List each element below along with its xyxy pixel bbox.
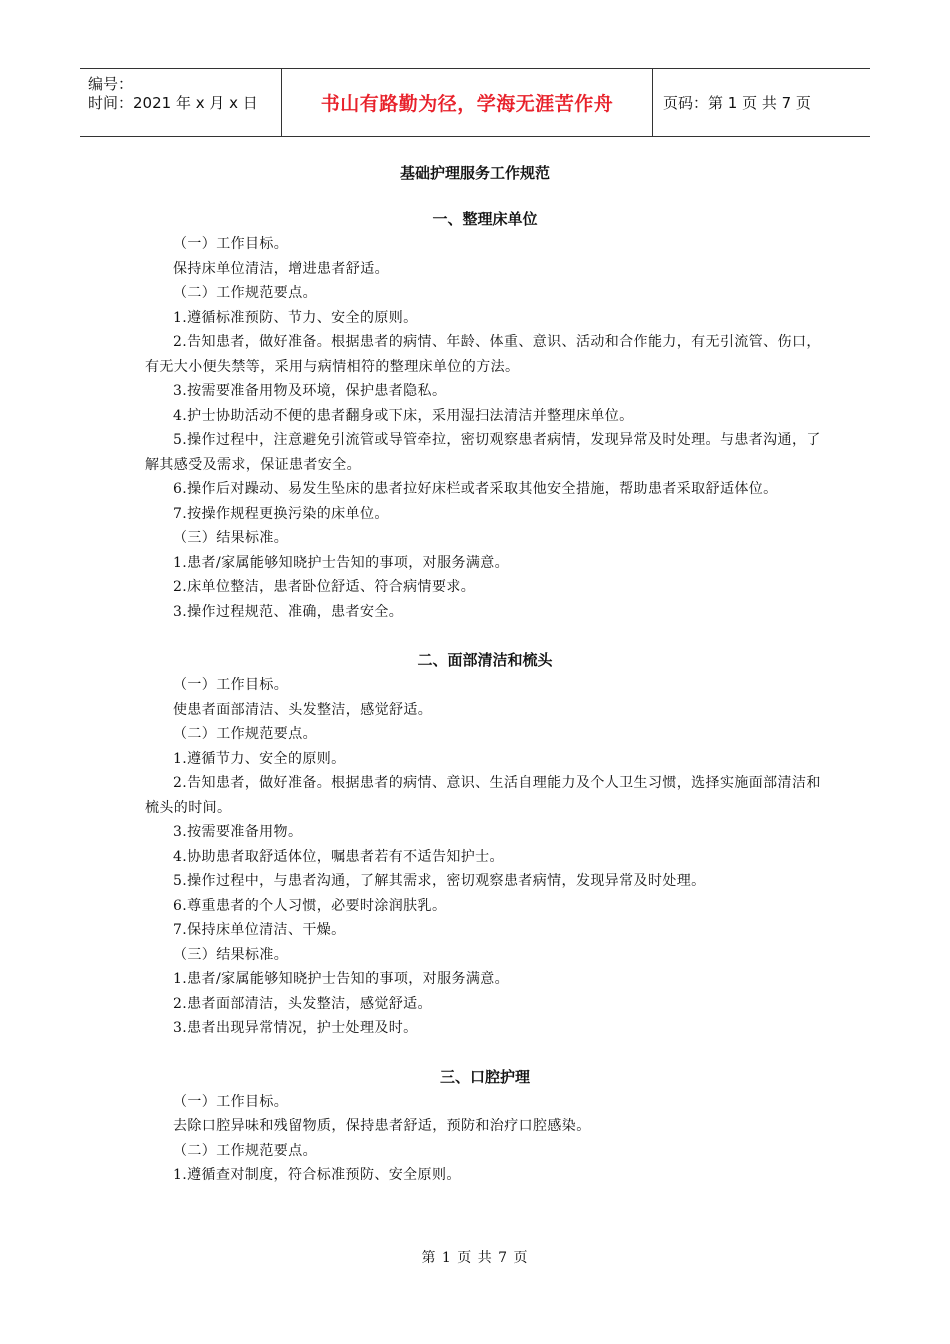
paragraph-line: 6.操作后对躁动、易发生坠床的患者拉好床栏或者采取其他安全措施，帮助患者采取舒适体位。 (173, 481, 778, 497)
paragraph-line: （三）结果标准。 (173, 530, 289, 546)
paragraph-line: （三）结果标准。 (173, 946, 289, 963)
section-title: 一、整理床单位 (432, 210, 538, 228)
document-body (145, 207, 825, 1188)
paragraph-line: 1.遵循节力、安全的原则。 (173, 750, 346, 767)
paragraph-line: 1.遵循标准预防、节力、安全的原则。 (173, 309, 418, 326)
paragraph-line: 7.按操作规程更换污染的床单位。 (173, 505, 389, 522)
paragraph-line: 4.协助患者取舒适体位，嘱患者若有不适告知护士。 (173, 848, 504, 865)
number-label: 编号： (88, 75, 134, 93)
paragraph-line: 3.操作过程规范、准确，患者安全。 (173, 603, 404, 620)
time-label: 时间：2021 年 x 月 x 日 (88, 94, 258, 112)
paragraph-line: 5.操作过程中，与患者沟通，了解其需求，密切观察患者病情，发现异常及时处理。 (173, 873, 706, 889)
paragraph-line: 1.患者/家属能够知晓护士告知的事项，对服务满意。 (173, 971, 510, 987)
document-title: 基础护理服务工作规范 (399, 164, 550, 182)
paragraph-line: 5.操作过程中，注意避免引流管或导管牵拉，密切观察患者病情，发现异常及时处理。与患者沟通，了解其感受及需求，保证患者安全。 (145, 432, 821, 473)
paragraph-line: 2.患者面部清洁，头发整洁，感觉舒适。 (173, 995, 432, 1012)
section-gap (145, 624, 825, 648)
paragraph-line: 保持床单位清洁，增进患者舒适。 (173, 260, 389, 277)
paragraph-line: （二）工作规范要点。 (173, 726, 317, 742)
paragraph-line: 1.遵循查对制度，符合标准预防、安全原则。 (173, 1167, 461, 1183)
page-footer: 第 1 页 共 7 页 (421, 1250, 529, 1266)
paragraph-line: 2.床单位整洁，患者卧位舒适、符合病情要求。 (173, 579, 476, 595)
paragraph-line: 2.告知患者，做好准备。根据患者的病情、意识、生活自理能力及个人卫生习惯，选择实施面部清洁和梳头的时间。 (145, 775, 821, 816)
header-page-cell (653, 69, 870, 136)
paragraph-line: （一）工作目标。 (173, 1093, 289, 1110)
section-title: 二、面部清洁和梳头 (417, 651, 553, 669)
paragraph-line: 使患者面部清洁、头发整洁，感觉舒适。 (173, 701, 433, 718)
header-motto-cell (282, 69, 653, 136)
paragraph-line: （一）工作目标。 (173, 677, 289, 693)
header-meta-cell (80, 69, 282, 136)
paragraph-line: 3.按需要准备用物。 (173, 824, 303, 840)
header-table (80, 68, 870, 137)
paragraph-line: （二）工作规范要点。 (173, 285, 317, 301)
section-title: 三、口腔护理 (439, 1067, 530, 1086)
section-gap (145, 1041, 825, 1065)
paragraph-line: 去除口腔异味和残留物质，保持患者舒适，预防和治疗口腔感染。 (173, 1118, 591, 1134)
paragraph-line: 4.护士协助活动不便的患者翻身或下床，采用湿扫法清洁并整理床单位。 (173, 407, 634, 424)
paragraph-line: 1.患者/家属能够知晓护士告知的事项，对服务满意。 (173, 554, 510, 571)
paragraph-line: 2.告知患者，做好准备。根据患者的病情、年龄、体重、意识、活动和合作能力，有无引流管、伤口，有无大小便失禁等，采用与病情相符的整理床单位的方法。 (145, 334, 821, 375)
paragraph-line: 3.按需要准备用物及环境，保护患者隐私。 (173, 383, 447, 399)
paragraph-line: 3.患者出现异常情况，护士处理及时。 (173, 1020, 418, 1036)
page-info: 页码：第 1 页 共 7 页 (663, 94, 811, 112)
paragraph-line: （二）工作规范要点。 (173, 1142, 317, 1159)
paragraph-line: （一）工作目标。 (173, 236, 289, 252)
paragraph-line: 7.保持床单位清洁、干燥。 (173, 922, 346, 938)
paragraph-line: 6.尊重患者的个人习惯，必要时涂润肤乳。 (173, 897, 447, 914)
motto: 书山有路勤为径，学海无涯苦作舟 (320, 93, 614, 115)
